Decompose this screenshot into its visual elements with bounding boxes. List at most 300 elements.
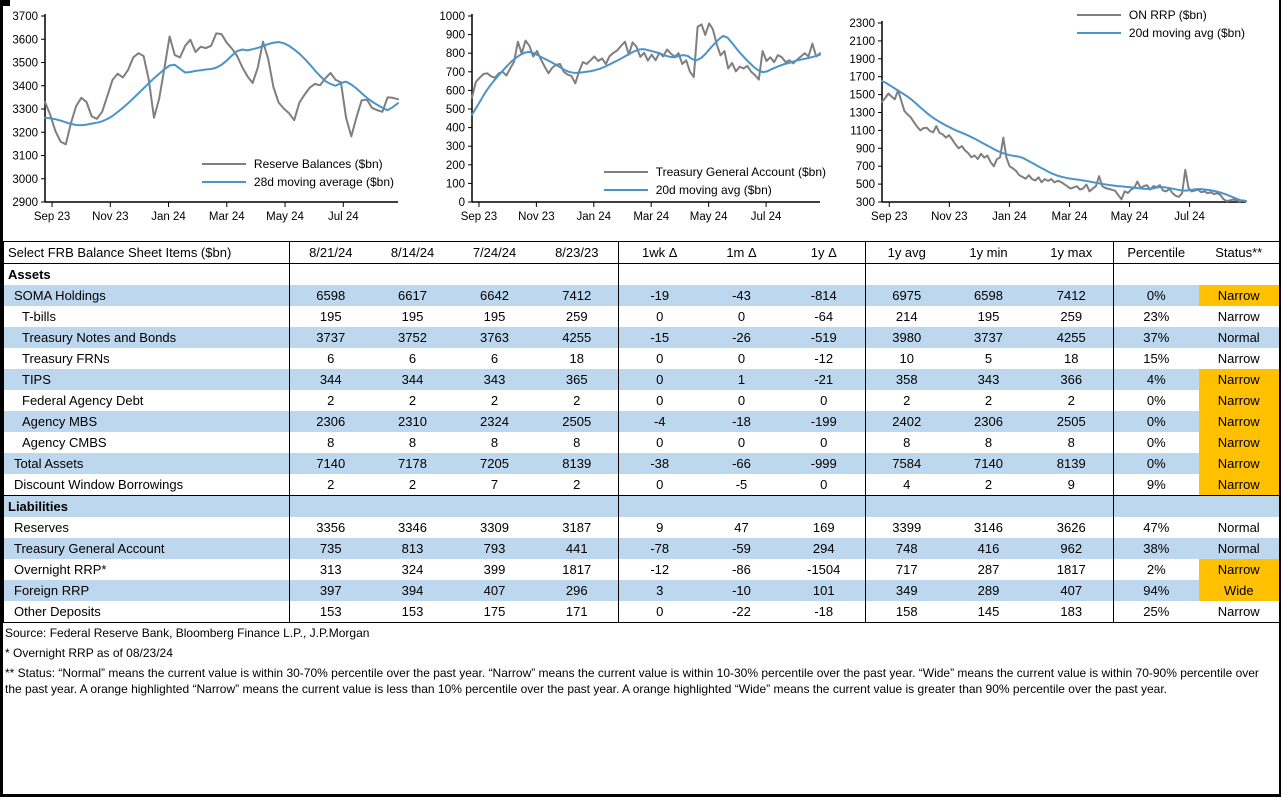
- table-cell: 3980: [866, 327, 948, 348]
- table-cell: 3356: [290, 517, 372, 538]
- table-cell: 3752: [372, 327, 454, 348]
- table-cell: 0%: [1114, 432, 1199, 453]
- table-row: [4, 474, 1280, 496]
- legend-line-sample: [604, 189, 648, 191]
- row-label: Treasury Notes and Bonds: [4, 327, 290, 348]
- table-cell: 2: [1067, 393, 1075, 408]
- table-cell: 0: [619, 306, 701, 327]
- table-cell: 324: [401, 562, 424, 577]
- footnotes: [0, 623, 1281, 697]
- legend-entry: [604, 181, 826, 199]
- table-title: Select FRB Balance Sheet Items ($bn): [4, 242, 290, 264]
- table-cell: 7178: [372, 453, 454, 474]
- table-cell: 259: [1060, 309, 1083, 324]
- table-cell: 101: [783, 580, 866, 601]
- legend-label: 28d moving average ($bn): [253, 174, 394, 189]
- table-cell: 2505: [1030, 411, 1114, 432]
- table-cell: 23%: [1114, 306, 1199, 327]
- table-row: [4, 306, 1280, 327]
- table-cell: 0: [820, 393, 828, 408]
- table-cell: 15%: [1114, 348, 1199, 369]
- table-cell: [948, 496, 1030, 518]
- table-cell: 2: [290, 474, 372, 496]
- table-cell: 287: [977, 562, 1000, 577]
- table-cell: -814: [783, 285, 866, 306]
- table-cell: 9: [619, 517, 701, 538]
- table-cell: 153: [401, 604, 424, 619]
- svg-text:Sep 23: Sep 23: [871, 211, 908, 223]
- table-cell: 3187: [562, 520, 592, 535]
- svg-text:Nov 23: Nov 23: [518, 211, 555, 223]
- svg-text:May 24: May 24: [266, 211, 304, 223]
- svg-text:2300: 2300: [849, 18, 875, 30]
- svg-text:700: 700: [445, 66, 465, 79]
- table-cell: 2306: [948, 411, 1030, 432]
- svg-text:3500: 3500: [12, 57, 38, 70]
- table-cell: -59: [701, 538, 783, 559]
- table-section-row: [4, 264, 1280, 286]
- row-label: Federal Agency Debt: [22, 393, 144, 408]
- status-cell: [1199, 496, 1280, 518]
- table-cell: -18: [701, 411, 783, 432]
- table-row: [4, 369, 1280, 390]
- table-cell: -15: [619, 327, 701, 348]
- table-cell: 3626: [1056, 520, 1086, 535]
- balance-sheet-table-wrap: [0, 241, 1281, 623]
- table-cell: [454, 264, 536, 286]
- table-cell: 289: [948, 580, 1030, 601]
- table-cell: 0: [737, 309, 746, 324]
- footnote-status-definition: ** Status: “Normal” means the current value is within 30-70% percentile over the past year. “Narrow” means the current value is within 10-30% percentile over the past year. “Wide” means the current value is within 70-90% percentile over the past year. A orange highlighted “Narrow” means the current value is less than 10% percentile over the past year. A orange highlighted “Wide” means the current value is greater than 90% percentile over the past year.: [5, 666, 1259, 696]
- svg-text:300: 300: [855, 197, 875, 209]
- column-header: Percentile: [1114, 242, 1199, 264]
- table-cell: 7584: [866, 453, 948, 474]
- status-cell: Narrow: [1217, 309, 1260, 324]
- page-border-left: [0, 0, 3, 797]
- svg-text:Mar 24: Mar 24: [1051, 211, 1088, 223]
- table-cell: 7412: [536, 285, 619, 306]
- chart-legend: [604, 163, 826, 199]
- row-label: Agency MBS: [4, 411, 290, 432]
- table-cell: 2: [408, 477, 417, 492]
- svg-text:500: 500: [445, 104, 465, 116]
- table-cell: -10: [701, 580, 783, 601]
- table-cell: 175: [483, 604, 506, 619]
- table-cell: 294: [783, 538, 866, 559]
- table-cell: -64: [814, 309, 834, 324]
- table-cell: 6642: [454, 285, 536, 306]
- status-cell: Narrow: [1199, 559, 1280, 580]
- legend-line-sample: [1077, 32, 1121, 34]
- table-cell: [290, 264, 372, 286]
- status-cell: Narrow: [1217, 351, 1260, 366]
- table-cell: 8: [290, 432, 372, 453]
- table-cell: [290, 496, 372, 518]
- svg-text:Jan 24: Jan 24: [576, 211, 612, 223]
- svg-text:1100: 1100: [850, 125, 875, 138]
- table-cell: 38%: [1114, 538, 1199, 559]
- svg-text:3600: 3600: [12, 34, 38, 47]
- table-cell: 2: [573, 477, 581, 492]
- table-cell: 0: [619, 369, 701, 390]
- status-cell: Narrow: [1199, 411, 1280, 432]
- table-cell: -21: [783, 369, 866, 390]
- table-row: [4, 390, 1280, 411]
- table-cell: -78: [619, 538, 701, 559]
- table-cell: -43: [701, 285, 783, 306]
- table-cell: 37%: [1114, 327, 1199, 348]
- status-cell: Narrow: [1199, 474, 1280, 496]
- table-cell: 735: [290, 538, 372, 559]
- table-cell: -66: [701, 453, 783, 474]
- table-cell: [783, 496, 866, 518]
- table-cell: 0: [737, 351, 746, 366]
- table-cell: [1030, 264, 1114, 286]
- svg-text:2900: 2900: [12, 197, 38, 209]
- row-label: Discount Window Borrowings: [14, 477, 184, 492]
- column-header: 1y max: [1030, 242, 1114, 264]
- table-cell: 962: [1030, 538, 1114, 559]
- table-cell: -86: [732, 562, 751, 577]
- svg-text:300: 300: [445, 141, 465, 154]
- table-cell: 6975: [866, 285, 948, 306]
- column-header: 8/21/24: [290, 242, 372, 264]
- table-cell: 8: [1067, 435, 1075, 450]
- status-cell: Narrow: [1199, 390, 1280, 411]
- table-cell: [454, 496, 536, 518]
- table-row: [4, 348, 1280, 369]
- table-cell: 18: [1064, 351, 1079, 366]
- table-cell: 2505: [536, 411, 619, 432]
- table-cell: 2306: [290, 411, 372, 432]
- table-cell: 2%: [1114, 559, 1199, 580]
- table-row: [4, 285, 1280, 306]
- table-cell: [1114, 496, 1199, 518]
- table-cell: -5: [735, 477, 748, 492]
- legend-entry: [202, 155, 394, 173]
- table-cell: 0%: [1114, 390, 1199, 411]
- table-cell: 2: [866, 390, 948, 411]
- table-cell: 195: [401, 309, 424, 324]
- legend-entry: [1077, 6, 1245, 24]
- table-cell: 407: [454, 580, 536, 601]
- svg-text:1300: 1300: [849, 107, 875, 120]
- table-cell: 0%: [1114, 285, 1199, 306]
- table-cell: 3: [619, 580, 701, 601]
- svg-text:1700: 1700: [849, 71, 875, 84]
- row-label: Other Deposits: [14, 604, 101, 619]
- table-header-row: [4, 242, 1280, 264]
- svg-text:900: 900: [445, 29, 465, 42]
- svg-text:3000: 3000: [12, 173, 38, 186]
- table-cell: -38: [619, 453, 701, 474]
- legend-label: Reserve Balances ($bn): [253, 156, 383, 171]
- table-cell: 366: [1030, 369, 1114, 390]
- table-cell: [372, 496, 454, 518]
- table-cell: 313: [290, 559, 372, 580]
- table-cell: 0: [619, 348, 701, 369]
- table-cell: 748: [866, 538, 948, 559]
- svg-text:Jan 24: Jan 24: [151, 211, 186, 223]
- table-cell: [866, 264, 948, 286]
- table-cell: 4255: [536, 327, 619, 348]
- svg-text:700: 700: [855, 161, 875, 174]
- svg-text:Jul 24: Jul 24: [327, 211, 359, 223]
- svg-text:3100: 3100: [12, 150, 38, 163]
- legend-entry: [202, 173, 394, 191]
- chart-on-rrp: [845, 0, 1279, 235]
- table-cell: 0: [737, 435, 746, 450]
- table-cell: 6: [290, 348, 372, 369]
- table-cell: 441: [536, 538, 619, 559]
- row-label: Foreign RRP: [4, 580, 290, 601]
- svg-text:200: 200: [445, 159, 465, 172]
- svg-text:Jul 24: Jul 24: [750, 211, 782, 223]
- table-row: [4, 453, 1280, 474]
- table-cell: 416: [948, 538, 1030, 559]
- table-cell: 4255: [1030, 327, 1114, 348]
- svg-text:Sep 23: Sep 23: [460, 211, 498, 223]
- table-cell: 94%: [1114, 580, 1199, 601]
- table-body: [4, 264, 1280, 623]
- table-cell: [1030, 496, 1114, 518]
- table-cell: 9%: [1114, 474, 1199, 496]
- status-cell: Narrow: [1199, 432, 1280, 453]
- table-cell: 10: [866, 348, 948, 369]
- table-cell: 0: [619, 432, 701, 453]
- table-cell: 195: [483, 309, 506, 324]
- table-cell: [866, 496, 948, 518]
- svg-text:3200: 3200: [12, 127, 38, 140]
- table-cell: 3146: [974, 520, 1003, 535]
- table-cell: 8: [984, 435, 993, 450]
- svg-text:2100: 2100: [849, 35, 875, 48]
- legend-entry: [604, 163, 826, 181]
- table-cell: [619, 496, 701, 518]
- table-cell: 365: [536, 369, 619, 390]
- table-cell: 7412: [1030, 285, 1114, 306]
- table-cell: 8: [408, 435, 417, 450]
- table-cell: 3309: [480, 520, 509, 535]
- status-cell: Wide: [1199, 580, 1280, 601]
- legend-label: Treasury General Account ($bn): [655, 164, 826, 179]
- table-cell: 344: [372, 369, 454, 390]
- table-cell: 2: [573, 393, 581, 408]
- table-cell: 2: [290, 390, 372, 411]
- table-cell: 6598: [948, 285, 1030, 306]
- table-cell: 47%: [1114, 517, 1199, 538]
- table-cell: 7: [490, 477, 499, 492]
- table-cell: 158: [866, 601, 948, 623]
- svg-text:800: 800: [445, 48, 465, 61]
- table-cell: 0: [619, 390, 701, 411]
- svg-text:0: 0: [458, 197, 465, 209]
- table-cell: 8139: [1030, 453, 1114, 474]
- table-cell: 3737: [290, 327, 372, 348]
- svg-text:Sep 23: Sep 23: [33, 211, 71, 223]
- table-cell: 349: [866, 580, 948, 601]
- svg-text:1900: 1900: [849, 53, 875, 66]
- svg-text:100: 100: [445, 178, 465, 191]
- table-cell: 0%: [1114, 411, 1199, 432]
- table-cell: 0: [737, 393, 746, 408]
- table-cell: -999: [783, 453, 866, 474]
- table-cell: 343: [948, 369, 1030, 390]
- svg-text:900: 900: [855, 143, 875, 156]
- svg-text:3400: 3400: [12, 80, 38, 93]
- table-cell: -199: [783, 411, 866, 432]
- table-cell: 2: [408, 393, 417, 408]
- table-cell: 145: [977, 604, 1000, 619]
- table-cell: 344: [290, 369, 372, 390]
- table-cell: 2: [984, 393, 993, 408]
- table-cell: -4: [619, 411, 701, 432]
- table-cell: 2310: [372, 411, 454, 432]
- table-cell: -12: [619, 559, 701, 580]
- status-cell: Narrow: [1199, 369, 1280, 390]
- status-cell: Normal: [1199, 327, 1280, 348]
- row-label: Agency CMBS: [22, 435, 107, 450]
- svg-text:Nov 23: Nov 23: [931, 211, 968, 223]
- table-row: [4, 327, 1280, 348]
- table-cell: 399: [483, 562, 506, 577]
- svg-text:Jan 24: Jan 24: [992, 211, 1027, 223]
- table-cell: 214: [866, 306, 948, 327]
- legend-line-sample: [604, 171, 648, 173]
- chart-reserve-balances: [0, 0, 430, 235]
- footnote-overnight-rrp: * Overnight RRP as of 08/23/24: [5, 646, 173, 660]
- table-cell: 8: [573, 435, 581, 450]
- row-label: SOMA Holdings: [4, 285, 290, 306]
- chart-legend: [1077, 6, 1245, 42]
- table-cell: 407: [1030, 580, 1114, 601]
- row-label: Overnight RRP*: [14, 562, 107, 577]
- table-row: [4, 601, 1280, 623]
- table-cell: 2402: [866, 411, 948, 432]
- table-cell: 0: [820, 477, 828, 492]
- table-cell: 1817: [1056, 562, 1086, 577]
- table-cell: 0%: [1114, 453, 1199, 474]
- legend-line-sample: [202, 163, 246, 165]
- table-cell: [1114, 264, 1199, 286]
- column-header: 1wk Δ: [619, 242, 701, 264]
- table-cell: -19: [619, 285, 701, 306]
- table-cell: 259: [565, 309, 588, 324]
- row-label: Treasury General Account: [4, 538, 290, 559]
- table-row: [4, 559, 1280, 580]
- table-cell: -12: [814, 351, 834, 366]
- table-cell: 3737: [948, 327, 1030, 348]
- table-cell: 25%: [1114, 601, 1199, 623]
- table-cell: [536, 496, 619, 518]
- table-cell: 18: [569, 351, 584, 366]
- table-cell: 9: [1067, 477, 1075, 492]
- table-cell: 343: [454, 369, 536, 390]
- table-cell: 1817: [562, 562, 592, 577]
- table-header: [4, 242, 1280, 264]
- table-cell: -1504: [807, 562, 841, 577]
- row-label: T-bills: [22, 309, 56, 324]
- table-cell: [701, 264, 783, 286]
- table-cell: 2324: [454, 411, 536, 432]
- table-cell: 8139: [536, 453, 619, 474]
- table-cell: 0: [619, 601, 701, 623]
- table-cell: 813: [372, 538, 454, 559]
- table-cell: 195: [977, 309, 1000, 324]
- table-cell: [701, 496, 783, 518]
- column-header: 8/23/23: [536, 242, 619, 264]
- row-label: Treasury FRNs: [22, 351, 110, 366]
- svg-text:1000: 1000: [439, 11, 465, 23]
- svg-text:Mar 24: Mar 24: [208, 211, 245, 223]
- table-cell: 3763: [454, 327, 536, 348]
- legend-label: 20d moving avg ($bn): [1128, 25, 1245, 40]
- table-cell: 5: [984, 351, 993, 366]
- status-cell: Narrow: [1217, 604, 1260, 619]
- svg-text:Nov 23: Nov 23: [92, 211, 129, 223]
- line-chart-canvas: [430, 0, 860, 235]
- legend-entry: [1077, 24, 1245, 42]
- table-cell: 0: [619, 474, 701, 496]
- column-header: Status**: [1199, 242, 1280, 264]
- svg-text:500: 500: [855, 179, 875, 192]
- column-header: 8/14/24: [372, 242, 454, 264]
- status-cell: Normal: [1199, 538, 1280, 559]
- table-cell: -22: [732, 604, 751, 619]
- svg-text:3700: 3700: [12, 11, 38, 23]
- table-cell: 8: [490, 435, 499, 450]
- source-note: Source: Federal Reserve Bank, Bloomberg Finance L.P., J.P.Morgan: [5, 626, 370, 640]
- legend-line-sample: [202, 181, 246, 183]
- column-header: 1m Δ: [701, 242, 783, 264]
- page-corner-mark: [0, 0, 10, 6]
- table-row: [4, 580, 1280, 601]
- table-cell: 171: [565, 604, 588, 619]
- table-cell: 793: [454, 538, 536, 559]
- table-cell: 4: [866, 474, 948, 496]
- table-cell: 358: [866, 369, 948, 390]
- table-cell: 47: [734, 520, 749, 535]
- legend-line-sample: [1077, 14, 1121, 16]
- table-cell: -18: [814, 604, 834, 619]
- table-cell: 717: [866, 559, 948, 580]
- svg-text:3300: 3300: [12, 104, 38, 116]
- status-cell: Narrow: [1199, 453, 1280, 474]
- table-cell: -519: [783, 327, 866, 348]
- table-cell: 8: [866, 432, 948, 453]
- table-cell: 296: [536, 580, 619, 601]
- table-cell: 7140: [290, 453, 372, 474]
- table-cell: 195: [290, 306, 372, 327]
- svg-text:May 24: May 24: [1110, 211, 1149, 223]
- legend-label: ON RRP ($bn): [1128, 7, 1207, 22]
- charts-row: [0, 0, 1281, 241]
- svg-text:400: 400: [445, 122, 465, 135]
- column-header: 7/24/24: [454, 242, 536, 264]
- table-row: [4, 411, 1280, 432]
- svg-text:Mar 24: Mar 24: [633, 211, 670, 223]
- balance-sheet-table: [3, 241, 1280, 623]
- table-row: [4, 538, 1280, 559]
- row-label: Reserves: [14, 520, 69, 535]
- table-cell: 2: [490, 393, 499, 408]
- table-cell: [783, 264, 866, 286]
- table-cell: 3399: [866, 517, 948, 538]
- table-row: [4, 432, 1280, 453]
- column-header: 1y min: [948, 242, 1030, 264]
- table-cell: [948, 264, 1030, 286]
- table-cell: -26: [701, 327, 783, 348]
